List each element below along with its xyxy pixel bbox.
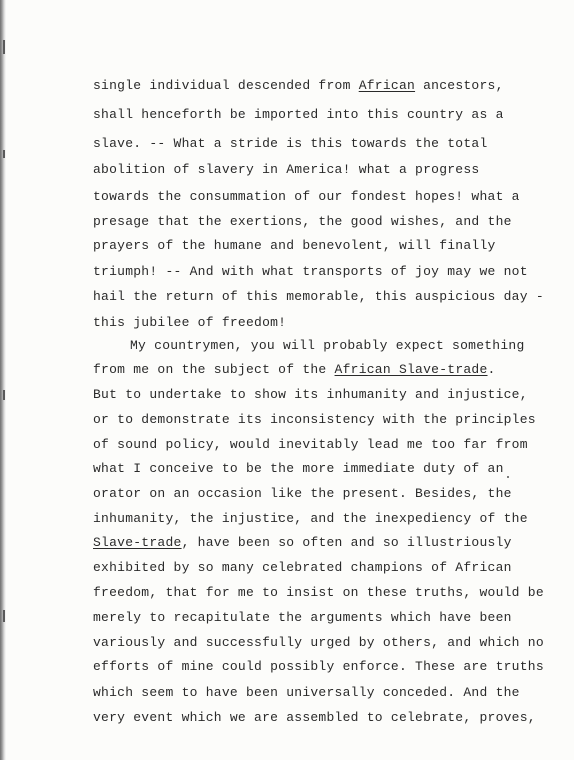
- text-line: [93, 711, 536, 725]
- line-text: variously and successfully urged by others, and which no: [93, 635, 544, 650]
- line-text: ancestors,: [415, 78, 504, 93]
- text-line: [93, 215, 512, 229]
- text-line: [93, 388, 528, 402]
- line-text: abolition of slavery in America! what a progress: [93, 162, 480, 177]
- line-text: freedom, that for me to insist on these truths, would be: [93, 585, 544, 600]
- line-text: , have been so often and so illustriously: [181, 535, 512, 550]
- text-line: [93, 265, 528, 279]
- line-text: exhibited by so many celebrated champions of African: [93, 560, 512, 575]
- line-text: of sound policy, would inevitably lead me too far from: [93, 437, 528, 452]
- underlined-phrase: African: [358, 78, 416, 93]
- text-line: [93, 190, 520, 204]
- text-line: [93, 316, 286, 330]
- text-line: [93, 363, 496, 377]
- line-text: or to demonstrate its inconsistency with the principles: [93, 412, 536, 427]
- line-text: merely to recapitulate the arguments which have been: [93, 610, 512, 625]
- line-text: slave. -- What a stride is this towards the total: [93, 136, 488, 151]
- line-text: inhumanity, the injustice, and the inexpediency of the: [93, 511, 528, 526]
- line-text: My countrymen, you will probably expect something: [130, 338, 525, 353]
- line-text: But to undertake to show its inhumanity and injustice,: [93, 387, 528, 402]
- text-line: [93, 239, 496, 253]
- text-line: [93, 462, 504, 476]
- text-line: [93, 536, 512, 550]
- line-text: very event which we are assembled to celebrate, proves,: [93, 710, 536, 725]
- text-line: [130, 339, 525, 353]
- text-line: [93, 512, 528, 526]
- line-text: presage that the exertions, the good wishes, and the: [93, 214, 512, 229]
- line-text: prayers of the humane and benevolent, will finally: [93, 238, 496, 253]
- line-text: orator on an occasion like the present. Besides, the: [93, 486, 512, 501]
- line-text: which seem to have been universally conceded. And the: [93, 685, 520, 700]
- text-line: [93, 163, 479, 177]
- text-line: [93, 79, 504, 93]
- line-text: shall henceforth be imported into this country as a: [93, 107, 504, 122]
- text-line: [93, 438, 528, 452]
- text-line: [93, 561, 512, 575]
- line-text: efforts of mine could possibly enforce. These are truths: [93, 659, 544, 674]
- line-text: towards the consummation of our fondest hopes! what a: [93, 189, 520, 204]
- text-line: [93, 290, 544, 304]
- line-text: from me on the subject of the: [93, 362, 335, 377]
- text-line: [93, 586, 544, 600]
- text-line: [93, 413, 536, 427]
- text-line: [93, 137, 488, 151]
- text-line: [93, 636, 544, 650]
- line-text: this jubilee of freedom!: [93, 315, 287, 330]
- line-text: what I conceive to be the more immediate duty of an: [93, 461, 504, 476]
- line-text: single individual descended from: [93, 78, 359, 93]
- text-line: [93, 660, 544, 674]
- line-text: hail the return of this memorable, this auspicious day -: [93, 289, 544, 304]
- text-line: [93, 686, 520, 700]
- text-line: [93, 611, 512, 625]
- underlined-phrase: Slave-trade: [93, 535, 182, 550]
- line-text: .: [487, 362, 496, 377]
- underlined-phrase: African Slave-trade: [334, 362, 488, 377]
- text-line: [93, 487, 512, 501]
- line-text: triumph! -- And with what transports of joy may we not: [93, 264, 528, 279]
- text-line: [93, 108, 504, 122]
